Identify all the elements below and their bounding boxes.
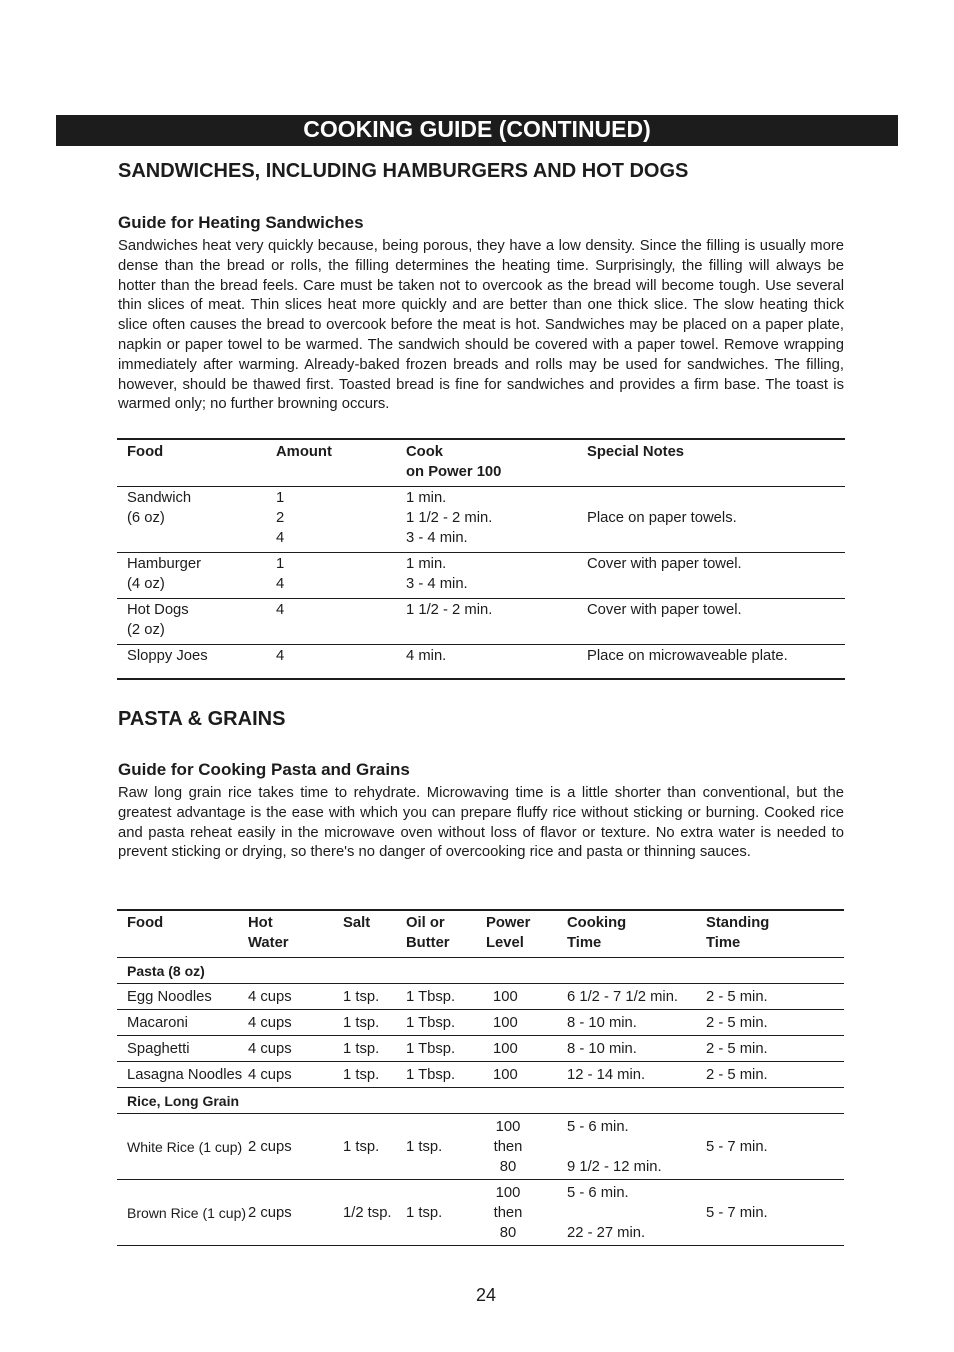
col-header-cook: Cook on Power 100 (406, 439, 587, 487)
sandwiches-heading: SANDWICHES, INCLUDING HAMBURGERS AND HOT DOGS (118, 160, 689, 182)
table-row: Sloppy Joes 4 4 min. Place on microwaveable plate. (127, 648, 788, 664)
table-row: Sandwich (6 oz) 1 2 4 1 min. 1 1/2 - 2 min. 3 - 4 min. Place on paper towels. (117, 487, 845, 553)
table-header-row (117, 910, 844, 958)
table-row: Brown Rice (1 cup) 2 cups 1/2 tsp. 1 tsp. 100 then 80 5 - 6 min. 22 - 27 min. 5 - 7 min. (127, 1184, 768, 1241)
sandwich-table (117, 438, 845, 680)
table-header-row (117, 439, 845, 487)
col-header-amount: Amount (276, 439, 406, 487)
page-title-banner: COOKING GUIDE (CONTINUED) (56, 115, 898, 146)
table-row: White Rice (1 cup) 2 cups 1 tsp. 1 tsp. 100 then 80 5 - 6 min. 9 1/2 - 12 min. 5 - 7 min. (117, 1114, 844, 1180)
table-row: Hamburger (4 oz) 1 4 1 min. 3 - 4 min. Cover with paper towel. (117, 553, 845, 599)
sandwiches-paragraph: Sandwiches heat very quickly because, being porous, they have a low density. Since the filling is usually more dense than the bread or rolls, the filling determines the heating time. Surprisingly, the filling will always be hotter than the bread feels. Care must be taken not to overcook as the bread will become tough. Use several thin slices of meat. Thin slices heat more quickly and are better than one thick slice. The slow heating thick slice often causes the bread to overcook before the meat is hot. Sandwiches may be placed on a paper plate, napkin or paper towel to be warmed. The sandwich should be covered with a paper towel. Remove wrapping immediately after warming. Already-baked frozen breads and rolls may be used for sandwiches. The filling, however, should be thawed first. Toasted bread is fine for sandwiches and provides a firm base. The toast is warmed only; no further browning occurs. (118, 238, 844, 413)
col-header-notes: Special Notes (587, 439, 845, 487)
pasta-heading: PASTA & GRAINS (118, 708, 286, 730)
pasta-subheading: Guide for Cooking Pasta and Grains (118, 760, 410, 779)
table-row: Hot Dogs (2 oz) 4 1 1/2 - 2 min. Cover with paper towel. (117, 599, 845, 645)
table-row: Egg Noodles 4 cups 1 tsp. 1 Tbsp. 100 6 1/2 - 7 1/2 min. 2 - 5 min. (117, 984, 844, 1010)
group-row-rice: Rice, Long Grain (117, 1088, 844, 1114)
col-header-cooking-time: Cooking Time (567, 910, 706, 958)
col-header-water: Hot Water (248, 910, 343, 958)
col-header-food: Food (117, 910, 248, 958)
sandwiches-subheading: Guide for Heating Sandwiches (118, 213, 364, 232)
col-header-oil: Oil or Butter (406, 910, 486, 958)
page-number: 24 (475, 1285, 497, 1305)
table-row: Spaghetti 4 cups 1 tsp. 1 Tbsp. 100 8 - 10 min. 2 - 5 min. (117, 1036, 844, 1062)
col-header-power: Power Level (486, 910, 567, 958)
table-row: Lasagna Noodles 4 cups 1 tsp. 1 Tbsp. 100 12 - 14 min. 2 - 5 min. (117, 1062, 844, 1088)
table-row: Macaroni 4 cups 1 tsp. 1 Tbsp. 100 8 - 10 min. 2 - 5 min. (117, 1010, 844, 1036)
col-header-salt: Salt (343, 910, 406, 958)
pasta-grains-table (117, 909, 844, 1246)
pasta-paragraph: Raw long grain rice takes time to rehydrate. Microwaving time is a little shorter than conventional, but the greatest advantage is the ease with which you can prepare fluffy rice without sticking or burning. Cooked rice and pasta reheat easily in the microwave oven without loss of flavor or texture. No extra water is needed to prevent sticking or drying, so there's no danger of overcooking rice and pasta or thinning sauces. (118, 785, 844, 861)
col-header-food: Food (117, 439, 276, 487)
col-header-standing-time: Standing Time (706, 910, 844, 958)
group-row-pasta: Pasta (8 oz) (117, 958, 844, 984)
